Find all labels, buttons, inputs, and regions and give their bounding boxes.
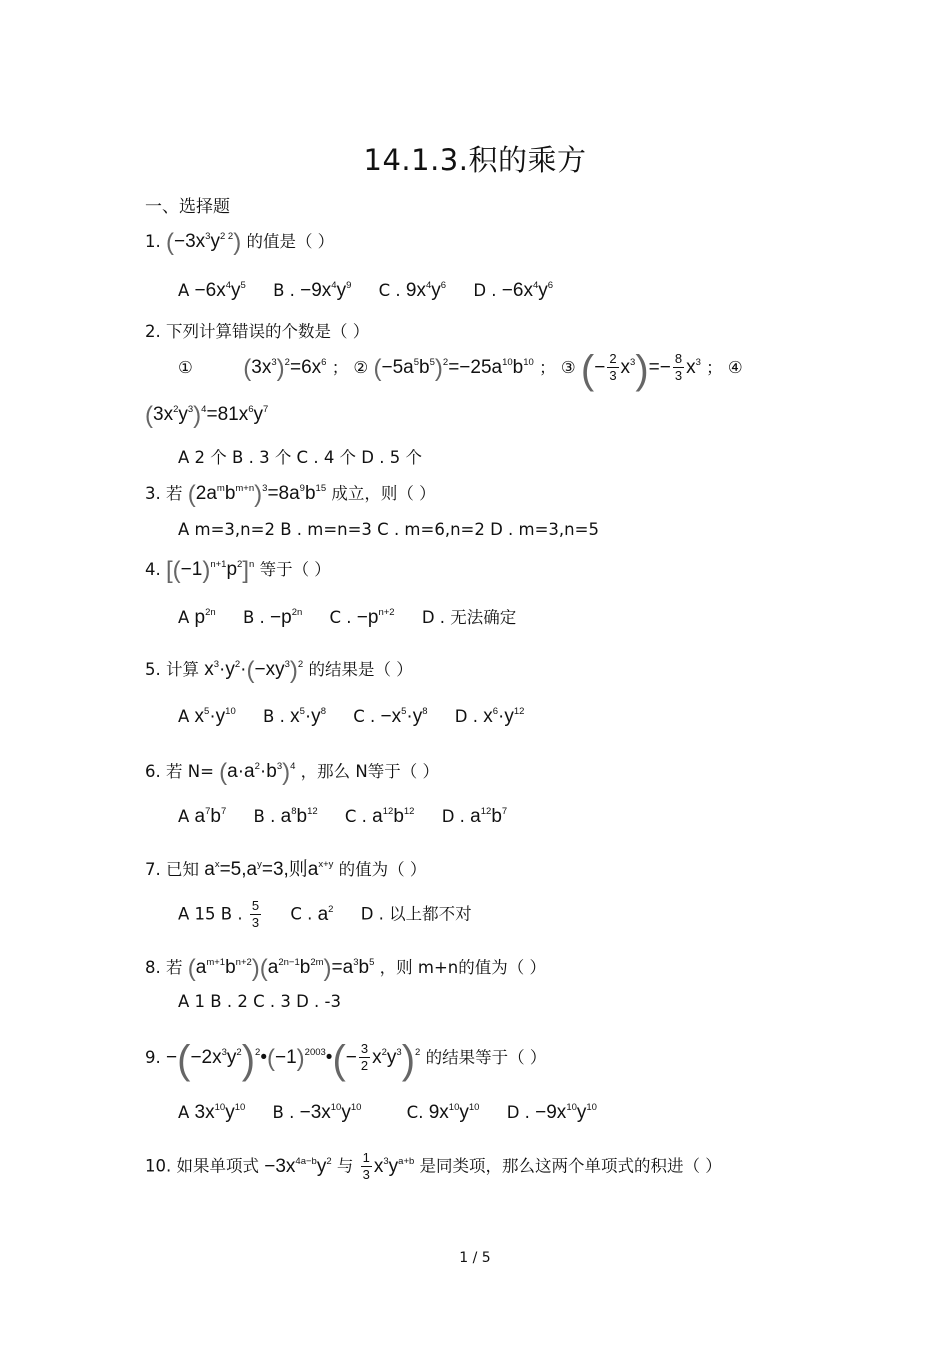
math-expression: $[(-1)^{n+1}p^2]^n$ [166,557,255,584]
option-label: B . [263,707,285,726]
question-number: 4. [145,560,161,579]
question-7 [145,854,426,881]
choice-label: ① [178,358,193,377]
option-label: C . [353,707,376,726]
question-text: 的结果是（ ） [308,660,413,679]
question-1 [145,228,334,257]
option-math: $9x^{10}y^{10}$ [428,1102,480,1123]
option-math: $9x^4y^6$ [405,280,447,301]
option-label: A [178,707,190,726]
option-math: $-6x^4y^5$ [194,280,246,301]
section-heading: 一、选择题 [145,197,230,217]
question-4-options [178,604,516,629]
option-label: C . [378,281,401,300]
option-label: C . [329,608,352,627]
question-9 [145,1038,546,1083]
option-label: C . [290,904,313,924]
question-text: ，那么 N等于（ ） [300,762,440,781]
question-2-options: A 2 个 B . 3 个 C . 4 个 D . 5 个 [178,448,422,467]
option-math: $a^{12}b^7$ [470,806,508,827]
option-label: C . [344,807,367,826]
option-math: $x^6\cdot y^{12}$ [483,706,525,727]
option-math: $a^8b^{12}$ [280,806,318,827]
option-label: A 15 B . [178,904,243,924]
math-expression: $(-3x^3y^{2 2})$ [166,229,242,256]
question-4 [145,556,331,585]
option-label: C. [406,1103,424,1122]
option-label: A [178,608,190,627]
question-6 [145,758,439,787]
option-math: $-x^5\cdot y^8$ [380,706,428,727]
option-math: $-p^{2n}$ [270,607,303,628]
question-1-options [178,280,553,302]
option-label: D . [441,807,465,826]
option-label: D . [506,1103,530,1122]
question-8-options: A 1 B . 2 C . 3 D . -3 [178,992,341,1011]
option-math: $x^5\cdot y^{10}$ [194,706,236,727]
option-math: $-3x^{10}y^{10}$ [299,1102,362,1123]
option-label: B . [253,807,276,826]
choice-math: $(3x^2y^3)^4=81x^6y^7$ [145,402,269,429]
option-math: $a^2$ [317,903,334,925]
option-label: B . [272,1103,295,1122]
choice-label: ； ③ [539,358,576,377]
question-5-options [178,706,524,728]
option-math: $\frac{5}{3}$ [251,898,260,930]
question-7-options [178,898,472,931]
page-number: 1 / 5 [459,1250,491,1266]
question-8 [145,954,546,983]
option-label: D . [454,707,478,726]
question-number: 10. 如果单项式 [145,1156,259,1176]
choice-math: (− $\frac{2}{3}$ $x^3)=-$ $\frac{8}{3}$ $x^3$ [580,348,701,392]
question-number: 6. 若 N= [145,762,214,781]
question-text: 成立，则（ ） [331,484,436,503]
question-text: 的值是（ ） [246,232,335,251]
question-number: 9. [145,1048,161,1067]
choice-label: ； ④ [706,358,743,377]
question-number: 3. 若 [145,484,183,503]
question-3 [145,480,436,509]
question-9-options [178,1102,597,1124]
option-label: D . [473,281,497,300]
option-label: B . [242,608,265,627]
option-math: $-p^{n+2}$ [356,607,395,628]
option-math: $a^7b^7$ [194,806,227,827]
math-expression: $-3x^{4a-b}y^2$ [264,1155,332,1177]
question-5 [145,656,413,685]
question-text: 的值为（ ） [338,860,427,879]
question-text: 的结果等于（ ） [425,1048,547,1067]
option-math: $-9x^4y^9$ [300,280,352,301]
choice-label: ； ② [331,358,369,377]
option-math: $p^{2n}$ [194,607,216,628]
question-number: 1. [145,232,161,251]
option-label: A [178,807,190,826]
question-3-options: A m=3,n=2 B . m=n=3 C . m=6,n=2 D . m=3,n=5 [178,520,599,539]
question-number: 8. 若 [145,958,183,977]
math-expression: $-(-2x^3y^2)^2•(-1)^{2003}•(-$ $\frac{3}{2}$ $x^2y^3)^2$ [166,1038,421,1082]
option-math: $3x^{10}y^{10}$ [194,1102,246,1123]
math-expression: $x^3\cdot y^2\cdot(-xy^3)^2$ [204,657,304,684]
math-expression: $(2a^mb^{m+n})^3=8a^9b^{15}$ [187,481,327,508]
option-label: A [178,1103,190,1122]
option-math: $-6x^4y^6$ [501,280,554,301]
math-expression: $(a\cdot a^2\cdot b^3)^4$ [219,759,296,786]
page-title: 14.1.3.积的乘方 [363,143,587,177]
question-text: 等于（ ） [259,560,331,579]
option-math: $x^5\cdot y^8$ [290,706,326,727]
question-text: 与 [336,1156,354,1176]
option-math: $a^{12}b^{12}$ [372,806,415,827]
option-label: D . 无法确定 [421,608,517,627]
question-2-choice-4 [145,402,268,430]
option-label: A [178,281,190,300]
option-label: B . [273,281,295,300]
question-6-options [178,806,507,828]
option-math: $-9x^{10}y^{10}$ [535,1102,597,1123]
option-label: D . 以上都不对 [360,904,472,924]
question-number: 5. 计算 [145,660,199,679]
question-text: 下列计算错误的个数是（ ） [166,322,370,341]
choice-math: $(3x^3)^2=6x^6$ [243,355,327,382]
math-expression: $\frac{1}{3}$ $x^3y^{a+b}$ [362,1150,415,1182]
question-number: 2. [145,322,161,341]
math-expression: $a^x=5,a^y=3$,则$a^{x+y}$ [204,859,334,880]
question-text: ，则 m+n的值为（ ） [379,958,546,977]
question-number: 7. 已知 [145,860,199,879]
math-expression: $(a^{m+1}b^{n+2})(a^{2n-1}b^{2m})=a^3b^5$ [187,955,375,982]
question-10 [145,1150,722,1183]
question-2 [145,318,369,342]
question-text: 是同类项，那么这两个单项式的积进（ ） [419,1156,722,1176]
choice-math: $(-5a^5b^5)^2=-25a^{10}b^{10}$ [373,355,534,382]
question-2-choices [178,348,743,393]
